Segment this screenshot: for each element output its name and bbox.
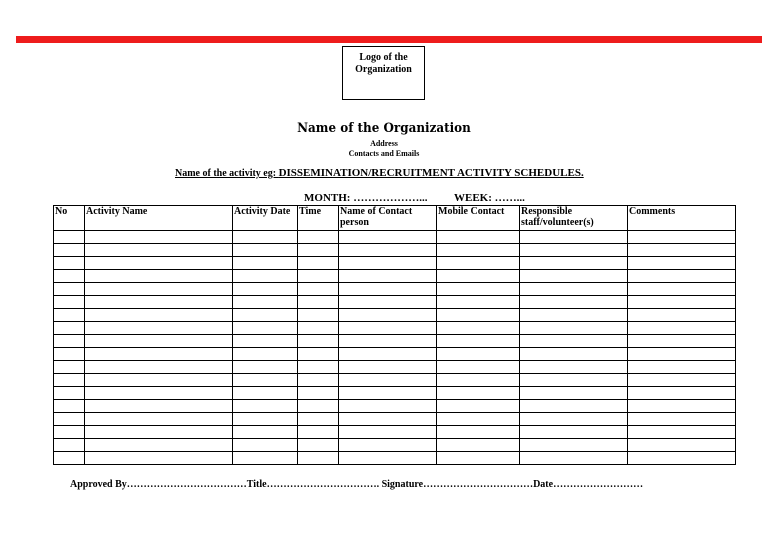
table-cell[interactable] — [298, 400, 339, 413]
table-cell[interactable] — [298, 231, 339, 244]
table-cell[interactable] — [628, 387, 736, 400]
column-header-mobile-contact: Mobile Contact — [437, 206, 520, 231]
table-cell[interactable] — [339, 452, 437, 465]
table-cell[interactable] — [628, 283, 736, 296]
table-cell[interactable] — [628, 452, 736, 465]
table-cell[interactable] — [628, 361, 736, 374]
month-field: MONTH: ………………... — [304, 192, 428, 204]
table-cell[interactable] — [233, 439, 298, 452]
table-cell[interactable] — [437, 257, 520, 270]
table-cell[interactable] — [520, 452, 628, 465]
table-cell[interactable] — [54, 283, 85, 296]
table-cell[interactable] — [520, 361, 628, 374]
table-row — [54, 283, 736, 296]
table-cell[interactable] — [85, 244, 233, 257]
table-cell[interactable] — [233, 257, 298, 270]
organization-contacts: Contacts and Emails — [348, 149, 420, 158]
table-cell[interactable] — [520, 231, 628, 244]
table-cell[interactable] — [85, 439, 233, 452]
table-cell[interactable] — [298, 361, 339, 374]
table-cell[interactable] — [54, 452, 85, 465]
schedule-table-body — [54, 231, 736, 465]
table-cell[interactable] — [233, 322, 298, 335]
table-cell[interactable] — [520, 296, 628, 309]
activity-value: DISSEMINATION/RECRUITMENT ACTIVITY SCHEDULES. — [278, 167, 584, 179]
table-cell[interactable] — [520, 283, 628, 296]
table-cell[interactable] — [54, 439, 85, 452]
table-row — [54, 296, 736, 309]
table-cell[interactable] — [520, 270, 628, 283]
table-cell[interactable] — [628, 348, 736, 361]
table-cell[interactable] — [628, 322, 736, 335]
table-header-row — [54, 206, 736, 231]
table-cell[interactable] — [233, 400, 298, 413]
organization-name: Name of the Organization — [297, 121, 471, 136]
table-cell[interactable] — [85, 322, 233, 335]
table-cell[interactable] — [628, 257, 736, 270]
table-row — [54, 439, 736, 452]
table-cell[interactable] — [54, 335, 85, 348]
table-cell[interactable] — [85, 335, 233, 348]
table-cell[interactable] — [85, 231, 233, 244]
column-header-activity-date: Activity Date — [233, 206, 298, 231]
table-cell[interactable] — [85, 413, 233, 426]
table-cell[interactable] — [437, 309, 520, 322]
table-cell[interactable] — [85, 426, 233, 439]
table-row — [54, 374, 736, 387]
table-cell[interactable] — [520, 309, 628, 322]
table-cell[interactable] — [298, 413, 339, 426]
table-row — [54, 244, 736, 257]
table-cell[interactable] — [520, 244, 628, 257]
table-cell[interactable] — [85, 387, 233, 400]
table-cell[interactable] — [298, 270, 339, 283]
column-header-activity-name: Activity Name — [85, 206, 233, 231]
table-cell[interactable] — [233, 426, 298, 439]
table-cell[interactable] — [54, 413, 85, 426]
table-cell[interactable] — [54, 400, 85, 413]
table-cell[interactable] — [437, 387, 520, 400]
logo-text-line2: Organization — [355, 64, 412, 75]
table-cell[interactable] — [339, 426, 437, 439]
table-cell[interactable] — [233, 270, 298, 283]
table-cell[interactable] — [298, 322, 339, 335]
table-cell[interactable] — [233, 374, 298, 387]
table-cell[interactable] — [339, 244, 437, 257]
table-cell[interactable] — [339, 348, 437, 361]
table-cell[interactable] — [298, 244, 339, 257]
table-cell[interactable] — [85, 452, 233, 465]
table-cell[interactable] — [520, 426, 628, 439]
table-cell[interactable] — [339, 361, 437, 374]
table-cell[interactable] — [298, 374, 339, 387]
table-cell[interactable] — [437, 452, 520, 465]
table-cell[interactable] — [298, 309, 339, 322]
table-row — [54, 413, 736, 426]
table-row — [54, 309, 736, 322]
table-cell[interactable] — [520, 322, 628, 335]
column-header-comments: Comments — [628, 206, 736, 231]
table-cell[interactable] — [437, 426, 520, 439]
table-cell[interactable] — [298, 296, 339, 309]
table-cell[interactable] — [54, 244, 85, 257]
table-cell[interactable] — [628, 374, 736, 387]
table-cell[interactable] — [628, 413, 736, 426]
table-cell[interactable] — [298, 348, 339, 361]
table-cell[interactable] — [520, 335, 628, 348]
table-cell[interactable] — [339, 257, 437, 270]
organization-address: Address — [370, 139, 398, 148]
table-cell[interactable] — [54, 322, 85, 335]
table-cell[interactable] — [520, 257, 628, 270]
table-cell[interactable] — [54, 296, 85, 309]
table-cell[interactable] — [233, 309, 298, 322]
week-field: WEEK: ……... — [454, 192, 525, 204]
table-row — [54, 452, 736, 465]
logo-text-line1: Logo of the — [359, 52, 408, 63]
table-cell[interactable] — [628, 231, 736, 244]
table-cell[interactable] — [54, 348, 85, 361]
table-cell[interactable] — [298, 283, 339, 296]
table-cell[interactable] — [85, 296, 233, 309]
table-cell[interactable] — [520, 400, 628, 413]
activity-label: Name of the activity eg: — [175, 168, 279, 179]
table-cell[interactable] — [339, 296, 437, 309]
table-row — [54, 270, 736, 283]
table-cell[interactable] — [233, 413, 298, 426]
table-cell[interactable] — [233, 452, 298, 465]
table-cell[interactable] — [339, 231, 437, 244]
table-cell[interactable] — [628, 439, 736, 452]
table-cell[interactable] — [437, 400, 520, 413]
table-cell[interactable] — [85, 283, 233, 296]
table-cell[interactable] — [437, 231, 520, 244]
table-cell[interactable] — [298, 257, 339, 270]
table-cell[interactable] — [520, 348, 628, 361]
column-header-responsible-staff: Responsible staff/volunteer(s) — [520, 206, 628, 231]
table-cell[interactable] — [85, 400, 233, 413]
table-cell[interactable] — [437, 361, 520, 374]
table-cell[interactable] — [437, 270, 520, 283]
table-cell[interactable] — [628, 335, 736, 348]
table-row — [54, 322, 736, 335]
table-cell[interactable] — [298, 426, 339, 439]
table-cell[interactable] — [520, 413, 628, 426]
table-cell[interactable] — [339, 335, 437, 348]
table-cell[interactable] — [628, 296, 736, 309]
table-cell[interactable] — [437, 322, 520, 335]
table-cell[interactable] — [628, 270, 736, 283]
table-cell[interactable] — [233, 231, 298, 244]
table-cell[interactable] — [339, 439, 437, 452]
table-cell[interactable] — [85, 374, 233, 387]
table-cell[interactable] — [85, 348, 233, 361]
approval-signature-line: Approved By………………………………Title……………………………. Signature……………………………Date……………………… — [70, 479, 644, 490]
header-accent-bar — [16, 36, 762, 43]
activity-title — [175, 167, 584, 179]
table-cell[interactable] — [339, 270, 437, 283]
table-row — [54, 348, 736, 361]
table-row — [54, 400, 736, 413]
table-cell[interactable] — [233, 283, 298, 296]
table-cell[interactable] — [233, 387, 298, 400]
table-cell[interactable] — [298, 439, 339, 452]
table-cell[interactable] — [520, 374, 628, 387]
table-cell[interactable] — [298, 452, 339, 465]
table-cell[interactable] — [437, 374, 520, 387]
table-cell[interactable] — [85, 309, 233, 322]
table-row — [54, 257, 736, 270]
table-cell[interactable] — [54, 270, 85, 283]
table-cell[interactable] — [298, 335, 339, 348]
table-cell[interactable] — [54, 231, 85, 244]
table-cell[interactable] — [520, 387, 628, 400]
table-cell[interactable] — [628, 400, 736, 413]
table-cell[interactable] — [339, 413, 437, 426]
column-header-time: Time — [298, 206, 339, 231]
table-cell[interactable] — [628, 244, 736, 257]
table-cell[interactable] — [54, 361, 85, 374]
table-cell[interactable] — [437, 335, 520, 348]
table-cell[interactable] — [437, 296, 520, 309]
table-cell[interactable] — [54, 374, 85, 387]
table-row — [54, 231, 736, 244]
table-row — [54, 335, 736, 348]
table-row — [54, 387, 736, 400]
table-cell[interactable] — [233, 361, 298, 374]
table-cell[interactable] — [437, 348, 520, 361]
table-cell[interactable] — [339, 283, 437, 296]
table-cell[interactable] — [437, 244, 520, 257]
table-cell[interactable] — [54, 426, 85, 439]
table-cell[interactable] — [437, 439, 520, 452]
table-cell[interactable] — [85, 270, 233, 283]
table-cell[interactable] — [233, 296, 298, 309]
table-cell[interactable] — [54, 387, 85, 400]
table-cell[interactable] — [298, 387, 339, 400]
column-header-contact-person: Name of Contact person — [339, 206, 437, 231]
table-cell[interactable] — [437, 413, 520, 426]
table-cell[interactable] — [233, 335, 298, 348]
table-cell[interactable] — [339, 387, 437, 400]
table-cell[interactable] — [339, 322, 437, 335]
table-cell[interactable] — [520, 439, 628, 452]
table-cell[interactable] — [628, 309, 736, 322]
table-cell[interactable] — [233, 244, 298, 257]
table-cell[interactable] — [233, 348, 298, 361]
schedule-table — [53, 205, 736, 465]
table-cell[interactable] — [628, 426, 736, 439]
table-cell[interactable] — [85, 361, 233, 374]
column-header-no: No — [54, 206, 85, 231]
table-cell[interactable] — [85, 257, 233, 270]
logo-placeholder — [342, 46, 425, 100]
table-row — [54, 426, 736, 439]
table-cell[interactable] — [54, 309, 85, 322]
table-cell[interactable] — [54, 257, 85, 270]
table-cell[interactable] — [339, 309, 437, 322]
table-cell[interactable] — [339, 374, 437, 387]
table-cell[interactable] — [339, 400, 437, 413]
table-cell[interactable] — [437, 283, 520, 296]
table-row — [54, 361, 736, 374]
